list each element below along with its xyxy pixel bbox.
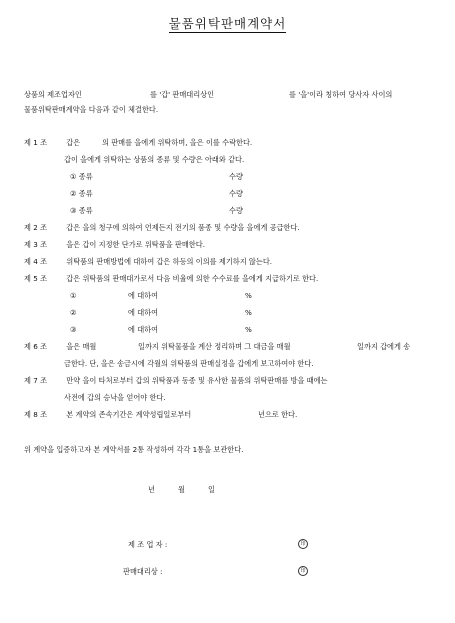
article-5-item-2-label: 에 대하여 bbox=[128, 308, 159, 317]
article-6-d: 금한다. 단, 을은 송금시에 각월의 위탁품의 판매실정을 갑에게 보고하여야 한다. bbox=[64, 359, 314, 368]
article-1-item-3: ③ 종류 bbox=[70, 206, 93, 215]
article-6-b: 일까지 위탁물품을 계산 정리하며 그 대금을 매월 bbox=[138, 342, 291, 351]
closing-statement: 위 계약을 입증하고자 본 계약서를 2통 작성하여 각각 1통을 보관한다. bbox=[24, 445, 244, 454]
seal-agent bbox=[298, 566, 308, 576]
article-6: 제 6 조 을은 매월 bbox=[24, 342, 97, 351]
article-5-item-3: ③ bbox=[70, 325, 77, 334]
article-8-b: 년으로 한다. bbox=[258, 410, 298, 419]
article-5-item-2: ② bbox=[70, 308, 77, 317]
article-1: 제 1 조 갑은 bbox=[24, 138, 81, 147]
article-5-item-1-unit: % bbox=[245, 291, 252, 300]
article-5: 제 5 조 갑은 위탁품의 판매대가로서 다음 비율에 의한 수수료를 을에게 지급하기로 한다. bbox=[24, 274, 319, 283]
seal-manufacturer bbox=[298, 539, 308, 549]
article-1-item-1: ① 종류 bbox=[70, 172, 93, 181]
article-3: 제 3 조 을은 갑이 지정한 단가로 위탁품을 판매한다. bbox=[24, 240, 205, 249]
preamble-line-2: 물품위탁판매계약을 다음과 같이 체결한다. bbox=[24, 105, 159, 114]
article-6-c: 일까지 갑에게 송 bbox=[357, 342, 411, 351]
article-5-item-1: ① bbox=[70, 291, 77, 300]
article-7-b: 사전에 갑의 승낙을 얻어야 한다. bbox=[64, 393, 166, 402]
article-2: 제 2 조 갑은 을의 청구에 의하여 언제든지 전기의 품종 및 수량을 을에게 공급한다. bbox=[24, 223, 300, 232]
signature-manufacturer: 제 조 업 자 : bbox=[128, 540, 168, 549]
article-8: 제 8 조 본 계약의 존속기간은 계약성립일로부터 bbox=[24, 410, 192, 419]
article-1-item-3-qty: 수량 bbox=[229, 206, 243, 215]
document-title: 물품위탁판매계약서 bbox=[168, 16, 287, 31]
article-5-item-3-unit: % bbox=[245, 325, 252, 334]
signature-agent: 판매대리상 : bbox=[123, 567, 163, 576]
article-5-item-1-label: 에 대하여 bbox=[128, 291, 159, 300]
article-4: 제 4 조 위탁품의 판매방법에 대하여 갑은 하등의 이의를 제기하지 않는다. bbox=[24, 257, 273, 266]
article-5-item-3-label: 에 대하여 bbox=[128, 325, 159, 334]
date-month: 월 bbox=[178, 485, 185, 494]
preamble-line-1: 상품의 제조업자인 bbox=[24, 90, 82, 99]
preamble-line-1-b: 를 '갑' 판매대리상인 bbox=[150, 90, 215, 99]
article-1-b: 의 판매를 을에게 위탁하며, 을은 이를 수락한다. bbox=[102, 138, 253, 147]
date-year: 년 bbox=[148, 485, 155, 494]
article-1-item-2-qty: 수량 bbox=[229, 189, 243, 198]
article-1-c: 갑이 을에게 위탁하는 상품의 종류 및 수량은 아래와 같다. bbox=[64, 155, 245, 164]
article-1-item-2: ② 종류 bbox=[70, 189, 93, 198]
seal-icon: 印 bbox=[298, 539, 308, 549]
article-7: 제 7 조 만약 을이 타처로부터 갑의 위탁품과 동종 및 유사한 물품의 위탁판매를 방을 때에는 bbox=[24, 376, 328, 385]
seal-icon: 印 bbox=[298, 566, 308, 576]
article-5-item-2-unit: % bbox=[245, 308, 252, 317]
article-1-item-1-qty: 수량 bbox=[229, 172, 243, 181]
date-day: 일 bbox=[208, 485, 215, 494]
preamble-line-1-c: 를 '을'이라 칭하여 당사자 사이의 bbox=[289, 90, 393, 99]
